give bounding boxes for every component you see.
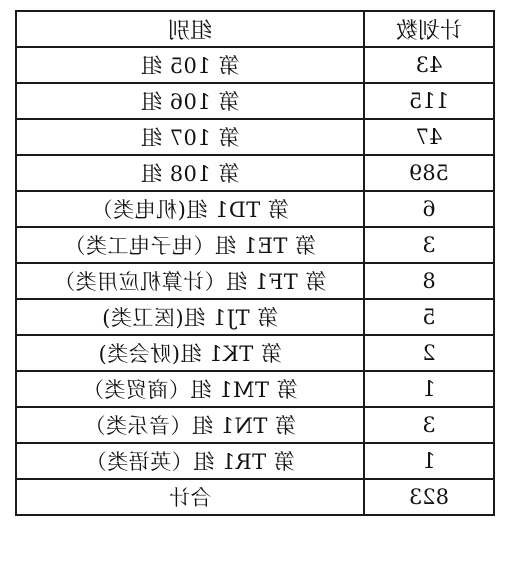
group-name-cell: 第 TR1 组（英语类） — [16, 443, 364, 479]
group-name-cell: 第 TD1 组(机电类） — [16, 191, 364, 227]
plan-count-cell: 589 — [364, 155, 494, 191]
plan-count-cell: 2 — [364, 335, 494, 371]
plan-count-cell: 3 — [364, 227, 494, 263]
total-row — [16, 479, 494, 515]
table-row — [16, 227, 494, 263]
group-name-cell: 第 107 组 — [16, 119, 364, 155]
plan-count-cell: 43 — [364, 47, 494, 83]
group-name-cell: 第 TF1 组（计算机应用类） — [16, 263, 364, 299]
plan-count-cell: 6 — [364, 191, 494, 227]
table-row — [16, 407, 494, 443]
table-row — [16, 371, 494, 407]
table-row — [16, 443, 494, 479]
group-name-cell: 第 TE1 组（电子电工类） — [16, 227, 364, 263]
group-name-cell: 第 105 组 — [16, 47, 364, 83]
group-name-cell: 第 106 组 — [16, 83, 364, 119]
total-plan-count-cell: 823 — [364, 479, 494, 515]
table-row — [16, 47, 494, 83]
group-name-cell: 第 TJ1 组(医卫类) — [16, 299, 364, 335]
enrollment-table-container — [15, 10, 493, 516]
table-row — [16, 119, 494, 155]
group-name-cell: 第 TN1 组（音乐类） — [16, 407, 364, 443]
group-name-cell: 第 TK1 组(财会类) — [16, 335, 364, 371]
plan-count-cell: 1 — [364, 443, 494, 479]
group-name-cell: 第 108 组 — [16, 155, 364, 191]
table-row — [16, 335, 494, 371]
group-header: 组别 — [16, 11, 364, 47]
group-name-cell: 第 TM1 组（商贸类） — [16, 371, 364, 407]
table-row — [16, 263, 494, 299]
table-row — [16, 83, 494, 119]
plan-count-cell: 8 — [364, 263, 494, 299]
total-label-cell: 合计 — [16, 479, 364, 515]
table-header-row — [16, 11, 494, 47]
table-row — [16, 155, 494, 191]
plan-count-cell: 3 — [364, 407, 494, 443]
plan-count-cell: 115 — [364, 83, 494, 119]
plan-count-cell: 47 — [364, 119, 494, 155]
table-row — [16, 191, 494, 227]
table-row — [16, 299, 494, 335]
plan-count-cell: 1 — [364, 371, 494, 407]
plan-count-header: 计划数 — [364, 11, 494, 47]
enrollment-plan-table — [15, 10, 495, 516]
plan-count-cell: 5 — [364, 299, 494, 335]
